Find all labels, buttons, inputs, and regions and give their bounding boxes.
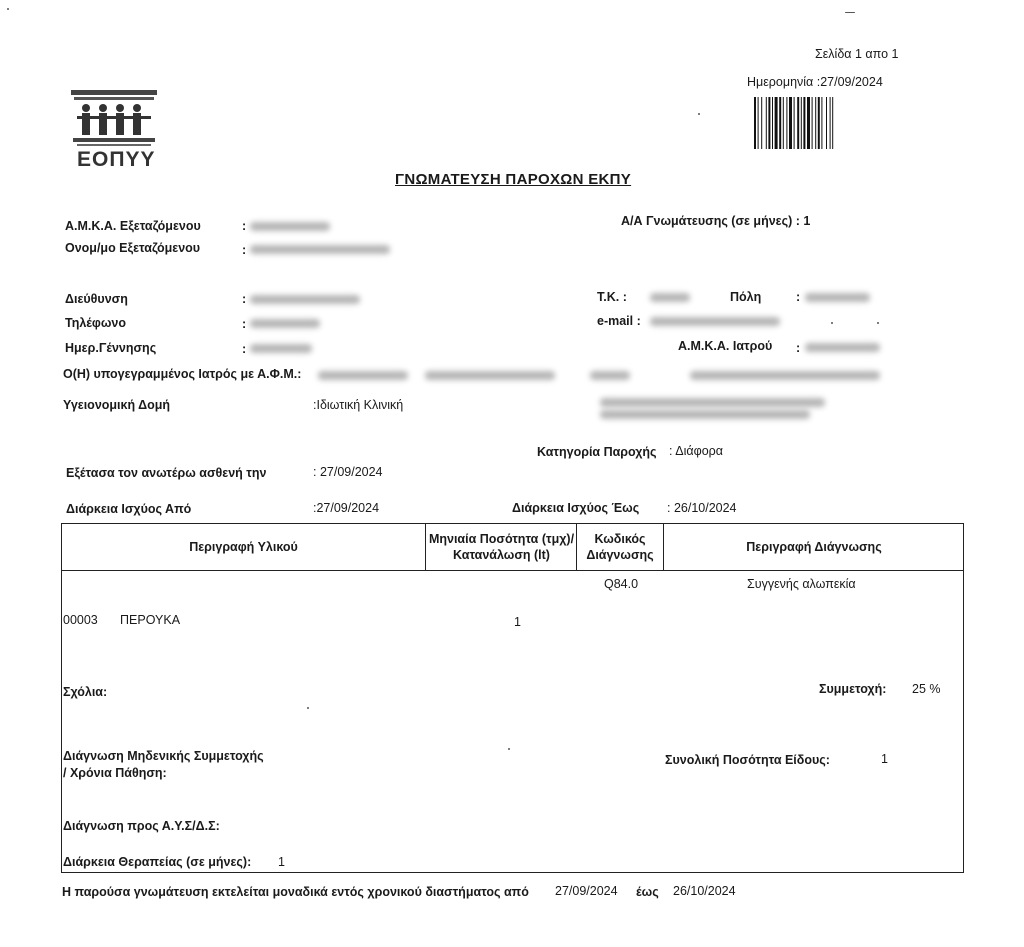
- aa-label: Α/Α Γνωμάτευσης (σε μήνες) : 1: [621, 214, 811, 228]
- amka-colon: :: [242, 219, 247, 233]
- doctor-specialty-redacted: [690, 371, 880, 380]
- name-label: Ονομ/μο Εξεταζόμενου: [65, 241, 201, 255]
- city-label: Πόλη: [730, 290, 762, 304]
- amka-redacted: [250, 222, 330, 231]
- valid-from-value: :27/09/2024: [313, 501, 380, 515]
- name-redacted: [250, 245, 390, 254]
- doctor-afm-redacted: [318, 371, 408, 380]
- col-divider-2: [576, 523, 577, 571]
- total-quantity-value: 1: [881, 752, 888, 766]
- doctor-extra-redacted: [590, 371, 630, 380]
- diagnosis-code: Q84.0: [604, 577, 639, 591]
- scan-speck: [845, 12, 855, 13]
- phone-colon: :: [242, 317, 247, 331]
- therapy-duration-label: Διάρκεια Θεραπείας (σε μήνες):: [63, 855, 252, 869]
- footer-to-date: 26/10/2024: [673, 884, 736, 898]
- tk-redacted: [650, 293, 690, 302]
- barcode-bar: [789, 97, 792, 149]
- logo-text: ΕΟΠΥΥ: [77, 148, 156, 171]
- participation-label: Συμμετοχή:: [819, 682, 887, 696]
- barcode-bar: [754, 97, 756, 149]
- email-label: e-mail :: [597, 314, 641, 328]
- item-code: 00003: [63, 613, 98, 627]
- barcode-bar: [775, 97, 778, 149]
- col-divider-1: [425, 523, 426, 571]
- barcode-bar: [826, 97, 827, 149]
- doctor-amka-colon: :: [796, 341, 801, 355]
- doctor-afm-label: Ο(Η) υπογεγραμμένος Ιατρός με Α.Φ.Μ.:: [63, 367, 302, 381]
- barcode-bar: [803, 97, 805, 149]
- item-name: ΠΕΡΟΥΚΑ: [120, 613, 181, 627]
- barcode-bar: [779, 97, 781, 149]
- page-number: Σελίδα 1 απο 1: [815, 47, 899, 61]
- exam-label: Εξέτασα τον ανωτέρω ασθενή την: [66, 466, 267, 480]
- zero-participation-label: Διάγνωση Μηδενικής Συμμετοχής: [63, 749, 264, 763]
- ays-label: Διάγνωση προς Α.Υ.Σ/Δ.Σ:: [63, 819, 220, 833]
- city-colon: :: [796, 290, 801, 304]
- barcode-bar: [812, 97, 813, 149]
- tk-label: Τ.Κ. :: [597, 290, 627, 304]
- chronic-condition-label: / Χρόνια Πάθηση:: [63, 766, 167, 780]
- barcode-bar: [821, 97, 822, 149]
- scan-speck: [698, 113, 700, 115]
- category-value: : Διάφορα: [669, 444, 724, 458]
- barcode-bar: [807, 97, 810, 149]
- scan-speck: [307, 707, 309, 709]
- barcode-bar: [830, 97, 831, 149]
- document-date: Ημερομηνία :27/09/2024: [747, 75, 883, 89]
- comments-label: Σχόλια:: [63, 685, 108, 699]
- doctor-amka-label: Α.Μ.Κ.Α. Ιατρού: [678, 339, 773, 353]
- barcode-bar: [758, 97, 759, 149]
- scan-speck: [831, 322, 833, 324]
- email-redacted: [650, 317, 780, 326]
- phone-label: Τηλέφωνο: [65, 316, 127, 330]
- barcode-bar: [786, 97, 787, 149]
- participation-value: 25 %: [912, 682, 941, 696]
- diagnosis-description: Συγγενής αλωπεκία: [747, 577, 856, 591]
- phone-redacted: [250, 319, 320, 328]
- barcode-bar: [772, 97, 773, 149]
- barcode-bar: [794, 97, 795, 149]
- therapy-duration-value: 1: [278, 855, 285, 869]
- document-title: ΓΝΩΜΑΤΕΥΣΗ ΠΑΡΟΧΩΝ ΕΚΠΥ: [395, 171, 632, 188]
- facility-name-redacted: [600, 398, 825, 407]
- category-label: Κατηγορία Παροχής: [537, 445, 657, 459]
- header-quantity: Μηνιαία Ποσότητα (τμχ)/ Κατανάλωση (lt): [428, 532, 575, 562]
- facility-value: :Ιδιωτική Κλινική: [313, 398, 404, 412]
- logo-emblem-icon: [67, 86, 162, 156]
- valid-to-label: Διάρκεια Ισχύος Έως: [512, 501, 640, 515]
- amka-label: Α.Μ.Κ.Α. Εξεταζόμενου: [65, 219, 201, 233]
- doctor-amka-redacted: [805, 343, 880, 352]
- scan-speck: [7, 8, 9, 10]
- address-redacted: [250, 295, 360, 304]
- city-redacted: [805, 293, 870, 302]
- item-quantity: 1: [514, 615, 521, 629]
- birth-colon: :: [242, 342, 247, 356]
- barcode-bar: [815, 97, 816, 149]
- address-colon: :: [242, 292, 247, 306]
- exam-value: : 27/09/2024: [313, 465, 383, 479]
- name-colon: :: [242, 243, 247, 257]
- barcode: [754, 97, 888, 153]
- scan-speck: [508, 748, 510, 750]
- valid-to-value: : 26/10/2024: [667, 501, 737, 515]
- total-quantity-label: Συνολική Ποσότητα Είδους:: [665, 753, 830, 767]
- barcode-bar: [766, 97, 767, 149]
- eopyy-logo: [67, 86, 162, 172]
- facility-address-redacted: [600, 410, 810, 419]
- footer-from-date: 27/09/2024: [555, 884, 618, 898]
- col-divider-3: [663, 523, 664, 571]
- barcode-bar: [761, 97, 762, 149]
- header-diagnosis: Περιγραφή Διάγνωσης: [746, 540, 882, 554]
- birth-redacted: [250, 344, 312, 353]
- facility-label: Υγειονομική Δομή: [63, 398, 171, 412]
- header-material: Περιγραφή Υλικού: [189, 540, 298, 554]
- barcode-bar: [818, 97, 820, 149]
- footer-text: Η παρούσα γνωμάτευση εκτελείται μοναδικά εντός χρονικού διαστήματος από: [62, 885, 529, 899]
- barcode-bar: [783, 97, 784, 149]
- header-code: Κωδικός Διάγνωσης: [586, 532, 654, 562]
- scan-speck: [877, 322, 879, 324]
- address-label: Διεύθυνση: [65, 292, 128, 306]
- barcode-bar: [768, 97, 770, 149]
- footer-to-label: έως: [636, 885, 659, 899]
- barcode-bar: [797, 97, 799, 149]
- valid-from-label: Διάρκεια Ισχύος Από: [66, 502, 192, 516]
- birth-label: Ημερ.Γέννησης: [65, 341, 157, 355]
- doctor-name-redacted: [425, 371, 555, 380]
- barcode-bar: [832, 97, 833, 149]
- table-header-divider: [61, 570, 964, 571]
- barcode-bar: [801, 97, 802, 149]
